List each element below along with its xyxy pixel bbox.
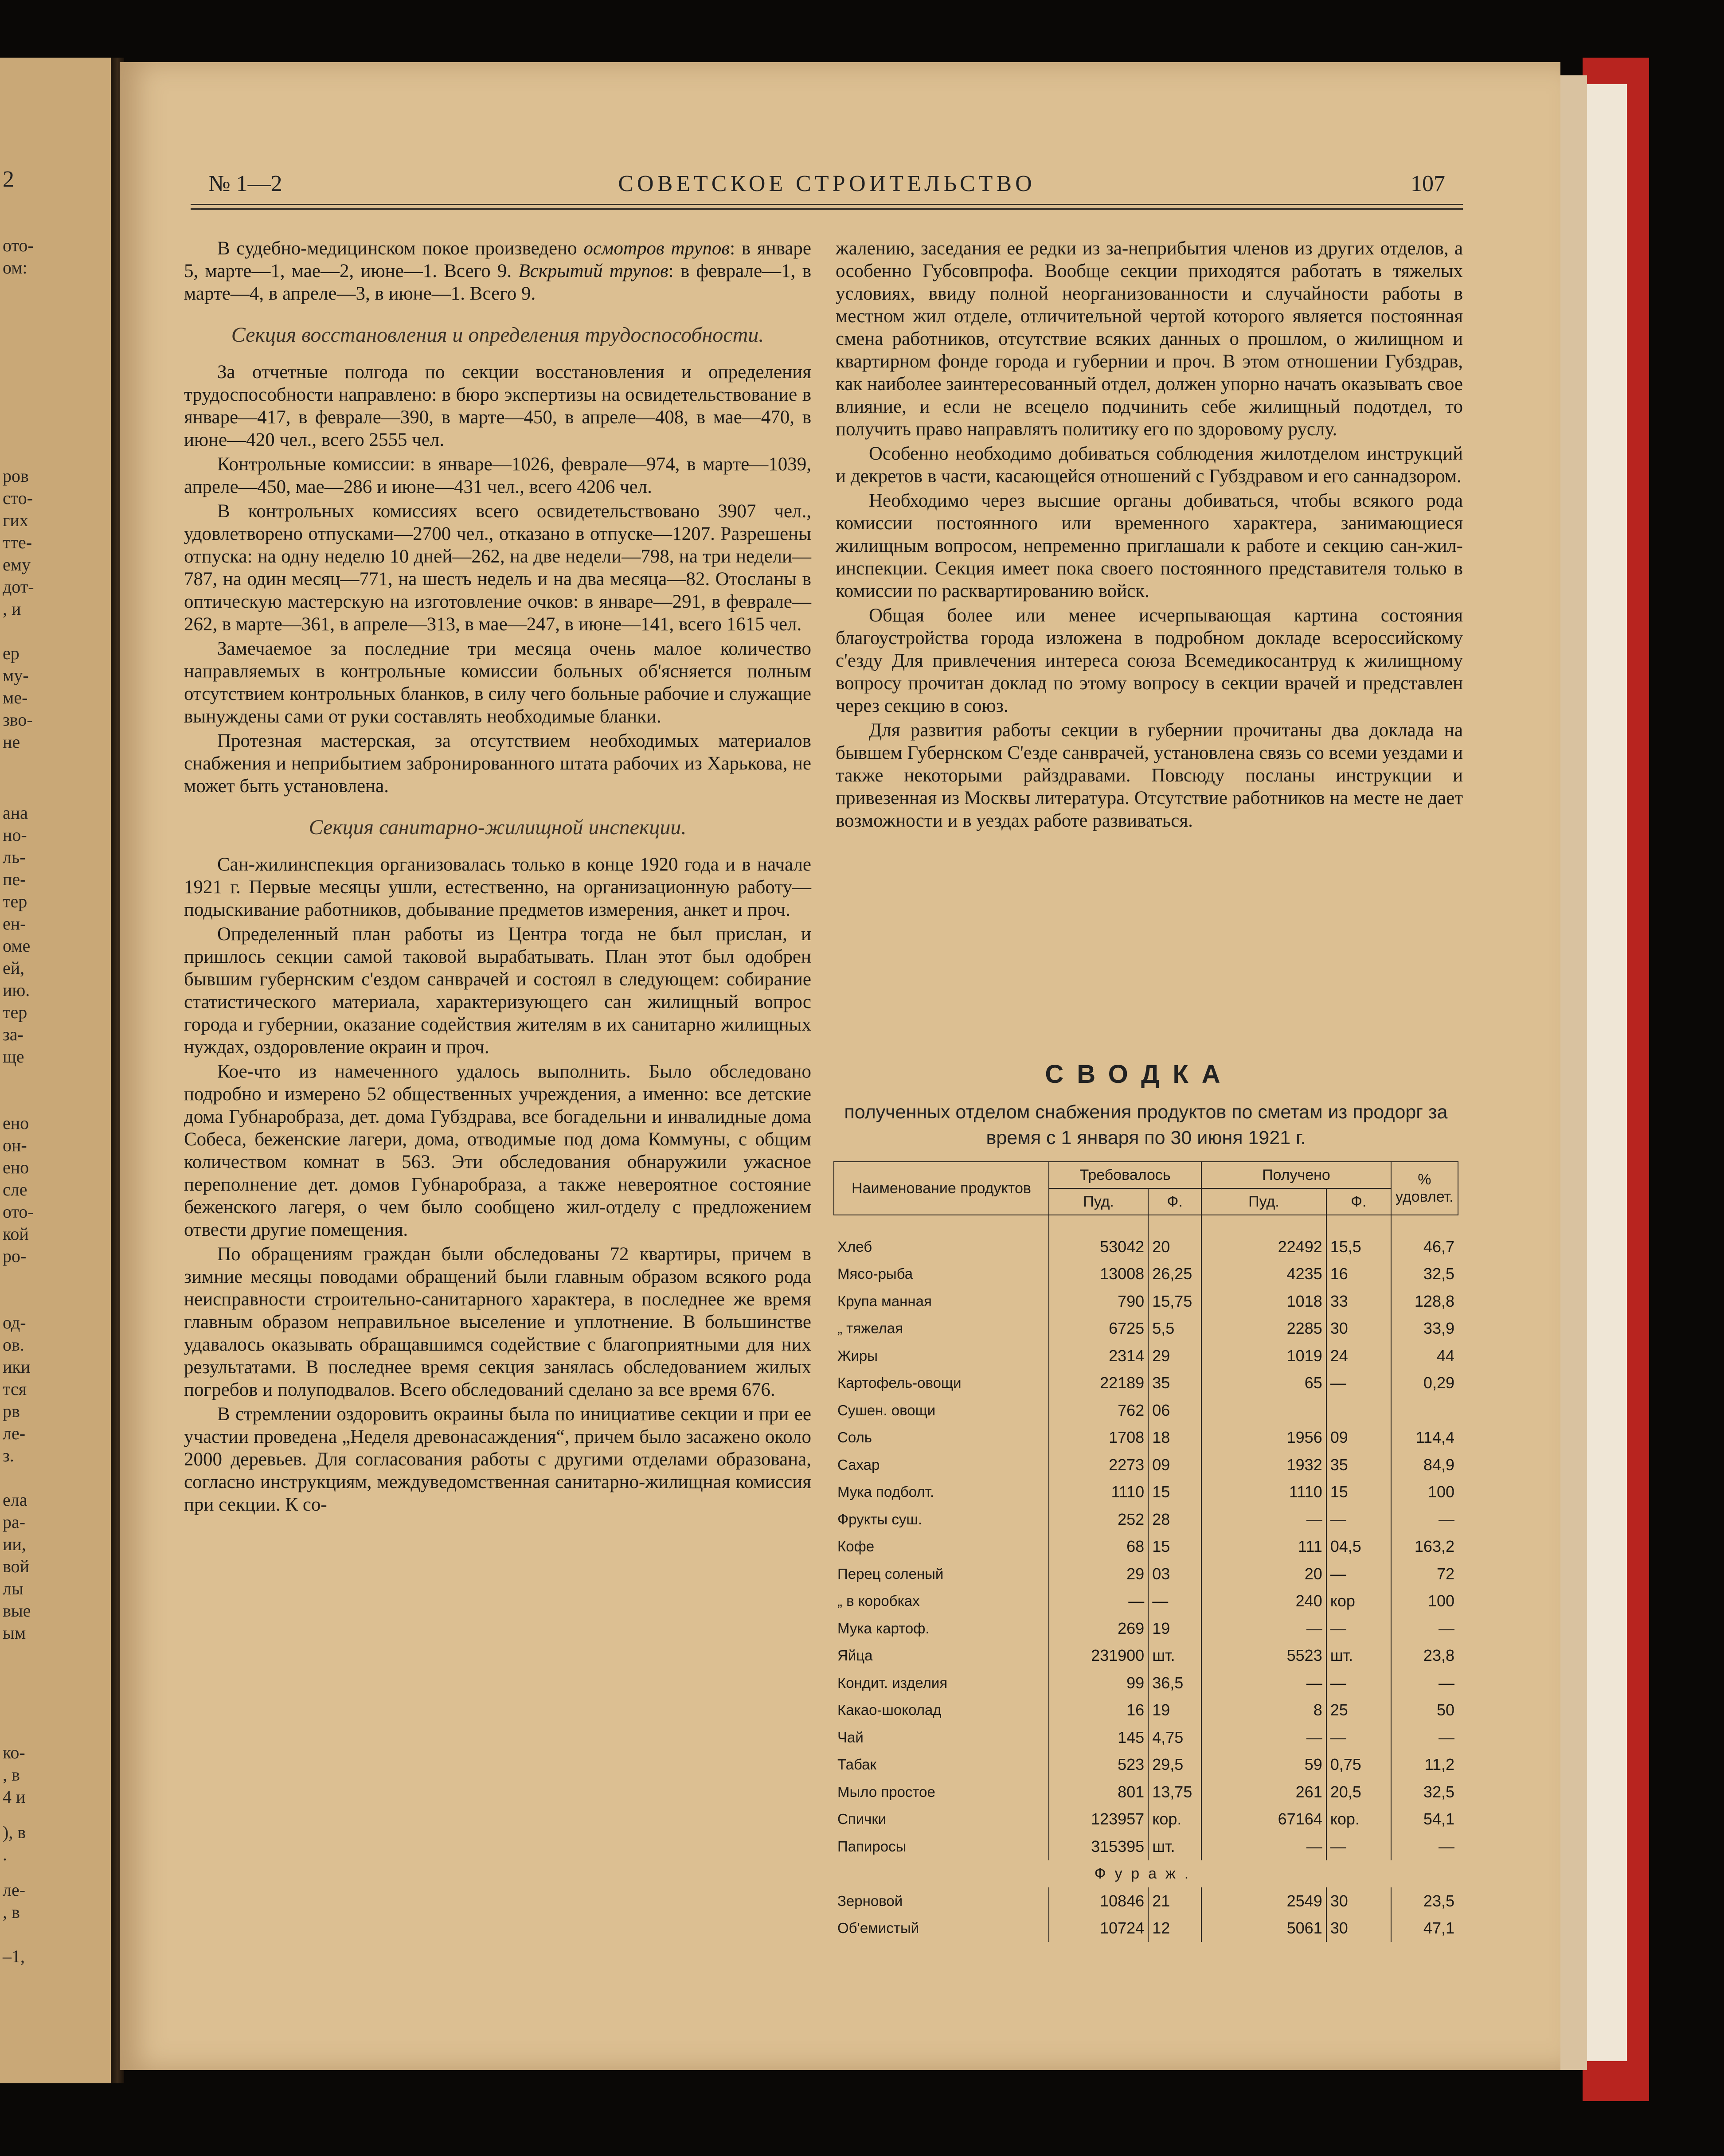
- left-page-fragment: ле-: [3, 1423, 26, 1443]
- table-row: [834, 1697, 1458, 1724]
- required-pud: —: [1049, 1588, 1148, 1615]
- left-page-number: 2: [3, 167, 14, 192]
- received-pud: 4235: [1201, 1261, 1326, 1288]
- received-f: кор: [1326, 1588, 1391, 1615]
- left-page-fragment: од-: [3, 1312, 26, 1332]
- received-f: шт.: [1326, 1642, 1391, 1670]
- product-name: Перец соленый: [837, 1565, 944, 1582]
- table-row: [834, 1669, 1458, 1697]
- spacer-cell: [1326, 1215, 1391, 1233]
- received-f: 0,75: [1326, 1751, 1391, 1779]
- left-page-fragment: сто-: [3, 488, 33, 508]
- required-pud: 99: [1049, 1669, 1148, 1697]
- table-row: [834, 1915, 1458, 1942]
- required-f: 29: [1148, 1342, 1201, 1370]
- pct-satisfied: —: [1391, 1506, 1458, 1533]
- left-page-fragment: ии,: [3, 1534, 26, 1554]
- right-column: [836, 237, 1463, 832]
- left-page-fragment: ию.: [3, 980, 30, 1000]
- received-pud: —: [1201, 1833, 1326, 1860]
- required-f: шт.: [1148, 1833, 1201, 1860]
- required-pud: 16: [1049, 1697, 1148, 1724]
- received-pud: 1956: [1201, 1424, 1326, 1452]
- required-pud: 29: [1049, 1560, 1148, 1588]
- pct-satisfied: —: [1391, 1833, 1458, 1860]
- left-page-fragment: ено: [3, 1157, 29, 1177]
- product-name: Мука картоф.: [837, 1620, 930, 1637]
- product-name: Мыло простое: [837, 1783, 935, 1800]
- left-page-fragment: рв: [3, 1401, 20, 1421]
- pct-satisfied: 163,2: [1391, 1533, 1458, 1561]
- received-pud: 8: [1201, 1697, 1326, 1724]
- left-page-fragment: ото-: [3, 1202, 34, 1222]
- table-row: [834, 1806, 1458, 1833]
- left-page-fragment: ен-: [3, 914, 26, 933]
- left-page-fragment: 4 и: [3, 1787, 26, 1807]
- received-pud: 1018: [1201, 1288, 1326, 1315]
- left-page-fragment: сле: [3, 1180, 27, 1199]
- required-f: 18: [1148, 1424, 1201, 1452]
- pct-satisfied: 100: [1391, 1588, 1458, 1615]
- required-f: шт.: [1148, 1642, 1201, 1670]
- required-pud: 523: [1049, 1751, 1148, 1779]
- pct-satisfied: 128,8: [1391, 1288, 1458, 1315]
- left-page-fragment: гих: [3, 510, 28, 530]
- received-f: [1326, 1397, 1391, 1424]
- pct-satisfied: —: [1391, 1724, 1458, 1751]
- required-pud: 2314: [1049, 1342, 1148, 1370]
- table-row: [834, 1479, 1458, 1506]
- received-pud: 20: [1201, 1560, 1326, 1588]
- received-f: 30: [1326, 1915, 1391, 1942]
- received-f: 04,5: [1326, 1533, 1391, 1561]
- paragraph: Особенно необходимо добиваться соблюдения жилотделом инструкций и декретов в части, касающейся отношений с Губздравом и его саннадзором.: [836, 443, 1463, 487]
- left-facing-page: [0, 58, 113, 2083]
- pct-satisfied: 0,29: [1391, 1370, 1458, 1397]
- left-page-fragment: лы: [3, 1578, 23, 1598]
- pct-satisfied: 23,8: [1391, 1642, 1458, 1670]
- left-page-fragment: ым: [3, 1623, 26, 1643]
- received-pud: 240: [1201, 1588, 1326, 1615]
- left-page-fragment: тер: [3, 1002, 27, 1022]
- left-page-fragment: ему: [3, 555, 31, 574]
- product-name: Какао-шоколад: [837, 1702, 942, 1719]
- table-body: [834, 1215, 1458, 1942]
- received-pud: 65: [1201, 1370, 1326, 1397]
- paragraph: Сан-жилинспекция организовалась только в конце 1920 года и в начале 1921 г. Первые месяцы ушли, естественно, на организационную работу—подыскивание работников, добывание предметов измерения, анкет и проч.: [184, 854, 811, 920]
- table-row: [834, 1370, 1458, 1397]
- page-header: [208, 171, 1445, 202]
- received-f: —: [1326, 1833, 1391, 1860]
- spacer-cell: [1391, 1215, 1458, 1233]
- product-name: Сушен. овощи: [837, 1402, 936, 1418]
- required-f: 35: [1148, 1370, 1201, 1397]
- pct-satisfied: 46,7: [1391, 1233, 1458, 1261]
- table-row: [834, 1261, 1458, 1288]
- col-header-received: Получено: [1201, 1162, 1391, 1188]
- pct-satisfied: 100: [1391, 1479, 1458, 1506]
- required-f: 09: [1148, 1451, 1201, 1479]
- received-f: 35: [1326, 1451, 1391, 1479]
- paragraph: Для развития работы секции в губернии прочитаны два доклада на бывшем Губернском С'езде санврачей, установлена связь со всеми уездами и также некоторыми райздравами. Повсюду посланы инструкции и привезенная из Москвы литература. Отсутствие работников на месте не дает возможности и в уездах работе развиваться.: [836, 720, 1463, 831]
- product-name: Хлеб: [837, 1238, 872, 1255]
- required-pud: 1708: [1049, 1424, 1148, 1452]
- required-pud: 315395: [1049, 1833, 1148, 1860]
- paragraph: Контрольные комиссии: в январе—1026, феврале—974, в марте—1039, апреле—450, мае—286 и июне—431 чел., всего 4206 чел.: [184, 454, 811, 497]
- received-pud: [1201, 1397, 1326, 1424]
- left-page-fragment: –1,: [3, 1946, 25, 1966]
- table-row: [834, 1887, 1458, 1915]
- left-page-fragment: тся: [3, 1379, 27, 1399]
- product-name: Папиросы: [837, 1838, 907, 1855]
- spacer-cell: [1148, 1215, 1201, 1233]
- left-page-fragment: ей,: [3, 958, 25, 978]
- section-heading: Секция восстановления и определения трудоспособности.: [231, 323, 764, 347]
- received-pud: 111: [1201, 1533, 1326, 1561]
- pct-satisfied: 33,9: [1391, 1315, 1458, 1343]
- received-f: 25: [1326, 1697, 1391, 1724]
- left-page-fragment: вые: [3, 1601, 31, 1621]
- paragraph: Замечаемое за последние три месяца очень малое количество направляемых в контрольные комиссии больных об'ясняется полным отсутствием контрольных бланков, в силу чего больные рабочие и служащие вынуждены сами от руки составлять необходимые бланки.: [184, 638, 811, 727]
- required-f: 28: [1148, 1506, 1201, 1533]
- table-row: [834, 1588, 1458, 1615]
- table-row: [834, 1642, 1458, 1670]
- required-pud: 145: [1049, 1724, 1148, 1751]
- paragraph: Необходимо через высшие органы добиваться, чтобы всякого рода комиссии постоянного или временного характера, занимающиеся жилищным вопросом, непременно приглашали к работе и секцию сан-жил-инспекции. Секция имеет пока своего постоянного представителя только в комиссии по расквартированию войск.: [836, 490, 1463, 601]
- product-name: Об'емистый: [837, 1920, 919, 1937]
- pct-satisfied: 72: [1391, 1560, 1458, 1588]
- left-page-fragment: ов.: [3, 1335, 24, 1355]
- table-row: [834, 1560, 1458, 1588]
- pct-satisfied: 23,5: [1391, 1887, 1458, 1915]
- left-page-fragment: зво-: [3, 710, 33, 730]
- col-header-name: Наименование продуктов: [834, 1162, 1049, 1215]
- left-page-fragment: ), в: [3, 1822, 26, 1842]
- col-header-f: Ф.: [1326, 1188, 1391, 1215]
- required-pud: 269: [1049, 1615, 1148, 1642]
- received-f: 30: [1326, 1315, 1391, 1343]
- left-page-fragment: оме: [3, 936, 31, 956]
- required-f: 12: [1148, 1915, 1201, 1942]
- left-page-fragment: ра-: [3, 1512, 26, 1532]
- journal-title: СОВЕТСКОЕ СТРОИТЕЛЬСТВО: [618, 171, 1036, 196]
- summary-title: СВОДКА: [1045, 1060, 1234, 1089]
- required-f: 20: [1148, 1233, 1201, 1261]
- product-name: Сахар: [837, 1456, 880, 1473]
- left-page-fragment: , и: [3, 599, 21, 619]
- received-f: —: [1326, 1724, 1391, 1751]
- pct-satisfied: 44: [1391, 1342, 1458, 1370]
- pct-satisfied: —: [1391, 1615, 1458, 1642]
- received-pud: 2549: [1201, 1887, 1326, 1915]
- required-pud: 68: [1049, 1533, 1148, 1561]
- received-pud: 5061: [1201, 1915, 1326, 1942]
- page-stack-edge: [1587, 84, 1627, 2061]
- left-page-fragment: вой: [3, 1556, 30, 1576]
- required-pud: 2273: [1049, 1451, 1148, 1479]
- received-pud: 1019: [1201, 1342, 1326, 1370]
- paragraph: Общая более или менее исчерпывающая картина состояния благоустройства города изложена в подробном докладе всероссийскому с'езду Для привлечения интереса союза Всемедикосантруд к жилищному вопросу прочитан доклад по этому вопросу в секции врачей и представлен через секцию в союз.: [836, 605, 1463, 716]
- page-number: 107: [1411, 171, 1445, 196]
- header-rule-top: [191, 204, 1463, 205]
- required-pud: 790: [1049, 1288, 1148, 1315]
- pct-satisfied: 84,9: [1391, 1451, 1458, 1479]
- left-page-fragment: , в: [3, 1765, 20, 1785]
- pct-satisfied: 50: [1391, 1697, 1458, 1724]
- summary-subtitle: полученных отделом снабжения продуктов по сметам из продорг за время с 1 января по 30 июня 1921 г.: [844, 1101, 1448, 1148]
- received-f: 16: [1326, 1261, 1391, 1288]
- left-page-fragment: ики: [3, 1357, 31, 1377]
- received-pud: 261: [1201, 1778, 1326, 1806]
- received-pud: —: [1201, 1615, 1326, 1642]
- table-row: [834, 1778, 1458, 1806]
- received-f: —: [1326, 1615, 1391, 1642]
- product-name: Спички: [837, 1811, 887, 1828]
- paragraph: Определенный план работы из Центра тогда не был прислан, и пришлось секции самой таковой вырабатывать. План этот был одобрен бывшим губернским с'ездом санврачей и состоял в следующем: собирание статистического материала, характеризующего сан жилищный вопрос города и губернии, оказание содействия жителям в их санитарно жилищных нуждах, оздоровление окраин и проч.: [184, 924, 811, 1058]
- left-page-fragment: му-: [3, 665, 29, 685]
- table-row: [834, 1288, 1458, 1315]
- required-pud: 252: [1049, 1506, 1148, 1533]
- required-f: 15,75: [1148, 1288, 1201, 1315]
- product-name: „ тяжелая: [837, 1320, 903, 1337]
- received-f: 33: [1326, 1288, 1391, 1315]
- paragraph: В стремлении оздоровить окраины была по инициативе секции и при ее участии проведена „Неделя древонасаждения“, причем было засажено около 2000 деревьев. Для согласования работы с другими отделами образована, согласно инструкциям, междуведомственная санитарно-жилищная комиссия при секции. К со-: [184, 1404, 811, 1515]
- received-f: 20,5: [1326, 1778, 1391, 1806]
- required-f: 36,5: [1148, 1669, 1201, 1697]
- left-page-fragment: ко-: [3, 1742, 25, 1762]
- left-page-fragment: ще: [3, 1047, 24, 1066]
- left-page-fragment: ль-: [3, 847, 26, 867]
- required-pud: 1110: [1049, 1479, 1148, 1506]
- left-page-fragment: ана: [3, 803, 28, 823]
- table-row: [834, 1451, 1458, 1479]
- received-pud: 1110: [1201, 1479, 1326, 1506]
- required-pud: 6725: [1049, 1315, 1148, 1343]
- table-row: [834, 1833, 1458, 1860]
- received-pud: 5523: [1201, 1642, 1326, 1670]
- required-f: 03: [1148, 1560, 1201, 1588]
- received-pud: 1932: [1201, 1451, 1326, 1479]
- left-page-fragment: ро-: [3, 1246, 27, 1266]
- product-name: Зерновой: [837, 1892, 903, 1909]
- received-f: 15,5: [1326, 1233, 1391, 1261]
- pct-satisfied: 114,4: [1391, 1424, 1458, 1452]
- received-f: 24: [1326, 1342, 1391, 1370]
- required-f: 15: [1148, 1479, 1201, 1506]
- furazh-label: Фураж.: [1094, 1865, 1198, 1882]
- received-f: —: [1326, 1370, 1391, 1397]
- col-header-pud: Пуд.: [1201, 1188, 1326, 1215]
- left-page-fragment: ер: [3, 643, 20, 663]
- received-f: —: [1326, 1506, 1391, 1533]
- table-row: [834, 1342, 1458, 1370]
- required-f: 21: [1148, 1887, 1201, 1915]
- received-pud: 2285: [1201, 1315, 1326, 1343]
- product-name: Мука подболт.: [837, 1484, 934, 1500]
- header-rule-bottom: [191, 208, 1463, 210]
- left-page-fragment: тер: [3, 891, 27, 911]
- received-pud: —: [1201, 1724, 1326, 1751]
- product-name: Мясо-рыба: [837, 1265, 913, 1282]
- required-f: 13,75: [1148, 1778, 1201, 1806]
- received-pud: —: [1201, 1669, 1326, 1697]
- left-page-fragment: не: [3, 732, 20, 752]
- paragraph: За отчетные полгода по секции восстановления и определения трудоспособности направлено: в бюро экспертизы на освидетельствование в январе—417, в феврале—390, в марте—450, в апреле—408, в мае—470, в июне—420 чел., всего 2555 чел.: [184, 362, 811, 450]
- required-f: кор.: [1148, 1806, 1201, 1833]
- product-name: Кофе: [837, 1538, 875, 1555]
- required-f: 4,75: [1148, 1724, 1201, 1751]
- product-name: Соль: [837, 1429, 872, 1446]
- left-page-fragment: дот-: [3, 577, 34, 597]
- product-name: Картофель-овощи: [837, 1375, 962, 1391]
- paragraph: жалению, заседания ее редки из за-неприбытия членов из других отделов, а особенно Губсовпрофа. Вообще секции приходятся работать в тяжелых условиях, ввиду полной неорганизованности и случайности работы в местном жил отделе, отличительной чертой которого является постоянная смена работников, отсутствие всяких данных о прошлом, о жилищном и квартирном фонде города и губернии и проч. В этом отношении Губздрав, как наиболее заинтересованный отдел, должен упорно начать оказывать свое влияние, и если не всецело подчинить себе жилищный подотдел, то получить право направлять политику его по здоровому руслу.: [836, 238, 1463, 440]
- table-row: [834, 1724, 1458, 1751]
- left-page-fragment: ела: [3, 1490, 27, 1510]
- paragraph: По обращениям граждан были обследованы 72 квартиры, причем в зимние месяцы поводами обращений были главным образом всякого рода неисправности строительно-санитарного характера, в последнее же время главным образом неправильное выселение и уплотнение. В большинстве удавалось оказывать обращавшимся содействие с благоприятными для них результатами. В последнее время секция занялась обследованием жилых погребов и полуподвалов. Всего обследований сделано за все время 676.: [184, 1244, 811, 1400]
- required-f: 06: [1148, 1397, 1201, 1424]
- received-pud: 22492: [1201, 1233, 1326, 1261]
- spacer-cell: [1201, 1215, 1326, 1233]
- col-header-pct: % удовлет.: [1391, 1162, 1458, 1215]
- product-name: Жиры: [837, 1347, 878, 1364]
- table-row: [834, 1751, 1458, 1779]
- paragraph: Кое-что из намеченного удалось выполнить. Было обследовано подробно и измерено 52 общественных учреждения, а именно: все детские дома Губнаробраза, дет. дома Губздрава, все богадельни и инвалидные дома Собеса, беженские лагери, дома, отводимые под дома Коммуны, с общим количеством комнат в 563. Эти обследования обнаружили ужасное переполнение дет. домов Губнаробраза, а также невероятное состояние беженского лагеря, о чем было сообщено жил-отделу с предложением отвести другие помещения.: [184, 1061, 811, 1240]
- table-row-subheading: [834, 1860, 1458, 1888]
- required-pud: 53042: [1049, 1233, 1148, 1261]
- left-page-fragment: он-: [3, 1135, 27, 1155]
- table-row: [834, 1424, 1458, 1452]
- required-pud: 762: [1049, 1397, 1148, 1424]
- left-page-fragment: но-: [3, 825, 27, 845]
- paragraph: Протезная мастерская, за отсутствием необходимых материалов снабжения и неприбытием забронированного штата рабочих из Харькова, не может быть установлена.: [184, 730, 811, 797]
- section-heading: Секция санитарно-жилищной инспекции.: [309, 816, 687, 839]
- product-name: Чай: [837, 1729, 864, 1746]
- required-pud: 10846: [1049, 1887, 1148, 1915]
- received-f: —: [1326, 1560, 1391, 1588]
- product-name: Табак: [837, 1756, 876, 1773]
- required-pud: 10724: [1049, 1915, 1148, 1942]
- product-name: Яйца: [837, 1647, 873, 1664]
- issue-number: № 1—2: [208, 171, 282, 196]
- table-row: [834, 1233, 1458, 1261]
- required-f: 26,25: [1148, 1261, 1201, 1288]
- left-page-fragment: .: [3, 1844, 7, 1864]
- required-f: 29,5: [1148, 1751, 1201, 1779]
- left-page-fragment: , в: [3, 1902, 20, 1922]
- left-page-fragment: ото-: [3, 235, 34, 255]
- required-f: —: [1148, 1588, 1201, 1615]
- received-f: 30: [1326, 1887, 1391, 1915]
- table-row: [834, 1615, 1458, 1642]
- required-pud: 801: [1049, 1778, 1148, 1806]
- pct-satisfied: 32,5: [1391, 1778, 1458, 1806]
- product-name: Крупа манная: [837, 1293, 932, 1309]
- received-f: —: [1326, 1669, 1391, 1697]
- left-page-fragment: ров: [3, 466, 29, 486]
- spacer-cell: [1049, 1215, 1148, 1233]
- product-name: Кондит. изделия: [837, 1674, 948, 1691]
- left-page-fragment: ме-: [3, 687, 28, 707]
- left-page-fragment: ле-: [3, 1880, 26, 1900]
- left-page-fragment: пе-: [3, 869, 26, 889]
- required-f: 5,5: [1148, 1315, 1201, 1343]
- pct-satisfied: 32,5: [1391, 1261, 1458, 1288]
- paragraph: В контрольных комиссиях всего освидетельствовано 3907 чел., удовлетворено отпусками—2700 чел., отказано в отпуске—1207. Разрешены отпуска: на одну неделю 10 дней—262, на две недели—798, на три недели—787, на один месяц—771, на шесть недель и на два месяца—82. Отосланы в оптическую мастерскую на изготовление очков: в январе—291, в феврале—262, в марте—361, в апреле—313, в мае—247, в июне—141, всего 1615 чел.: [184, 501, 811, 635]
- product-name: Фрукты суш.: [837, 1511, 923, 1527]
- left-column: [184, 237, 811, 1516]
- left-page-fragment: тте-: [3, 532, 32, 552]
- received-f: 15: [1326, 1479, 1391, 1506]
- table-row: [834, 1315, 1458, 1343]
- spacer-cell: [834, 1215, 1049, 1233]
- pct-satisfied: 54,1: [1391, 1806, 1458, 1833]
- received-pud: 67164: [1201, 1806, 1326, 1833]
- required-pud: 123957: [1049, 1806, 1148, 1833]
- left-page-fragment: з.: [3, 1445, 14, 1465]
- left-page-fragment: ом:: [3, 258, 27, 277]
- left-page-fragment: кой: [3, 1224, 29, 1244]
- required-pud: 231900: [1049, 1642, 1148, 1670]
- required-pud: 13008: [1049, 1261, 1148, 1288]
- left-page-fragment: ено: [3, 1113, 29, 1133]
- pct-satisfied: [1391, 1397, 1458, 1424]
- pct-satisfied: 11,2: [1391, 1751, 1458, 1779]
- table-row: [834, 1506, 1458, 1533]
- required-f: 15: [1148, 1533, 1201, 1561]
- supply-table: [833, 1161, 1458, 1942]
- col-header-f: Ф.: [1148, 1188, 1201, 1215]
- received-f: 09: [1326, 1424, 1391, 1452]
- product-name: „ в коробках: [837, 1593, 920, 1609]
- paragraph: В судебно-медицинском покое произведено осмотров трупов: в январе 5, марте—1, мае—2, июне—1. Всего 9. Вскрытий трупов: в феврале—1, в марте—4, в апреле—3, в июне—1. Всего 9.: [184, 238, 812, 304]
- left-page-fragment: за-: [3, 1024, 23, 1044]
- table-row: [834, 1397, 1458, 1424]
- col-header-pud: Пуд.: [1049, 1188, 1148, 1215]
- required-pud: 22189: [1049, 1370, 1148, 1397]
- received-pud: 59: [1201, 1751, 1326, 1779]
- pct-satisfied: 47,1: [1391, 1915, 1458, 1942]
- col-header-required: Требовалось: [1049, 1162, 1201, 1188]
- table-row: [834, 1533, 1458, 1561]
- required-f: 19: [1148, 1697, 1201, 1724]
- pct-satisfied: —: [1391, 1669, 1458, 1697]
- received-f: кор.: [1326, 1806, 1391, 1833]
- required-f: 19: [1148, 1615, 1201, 1642]
- received-pud: —: [1201, 1506, 1326, 1533]
